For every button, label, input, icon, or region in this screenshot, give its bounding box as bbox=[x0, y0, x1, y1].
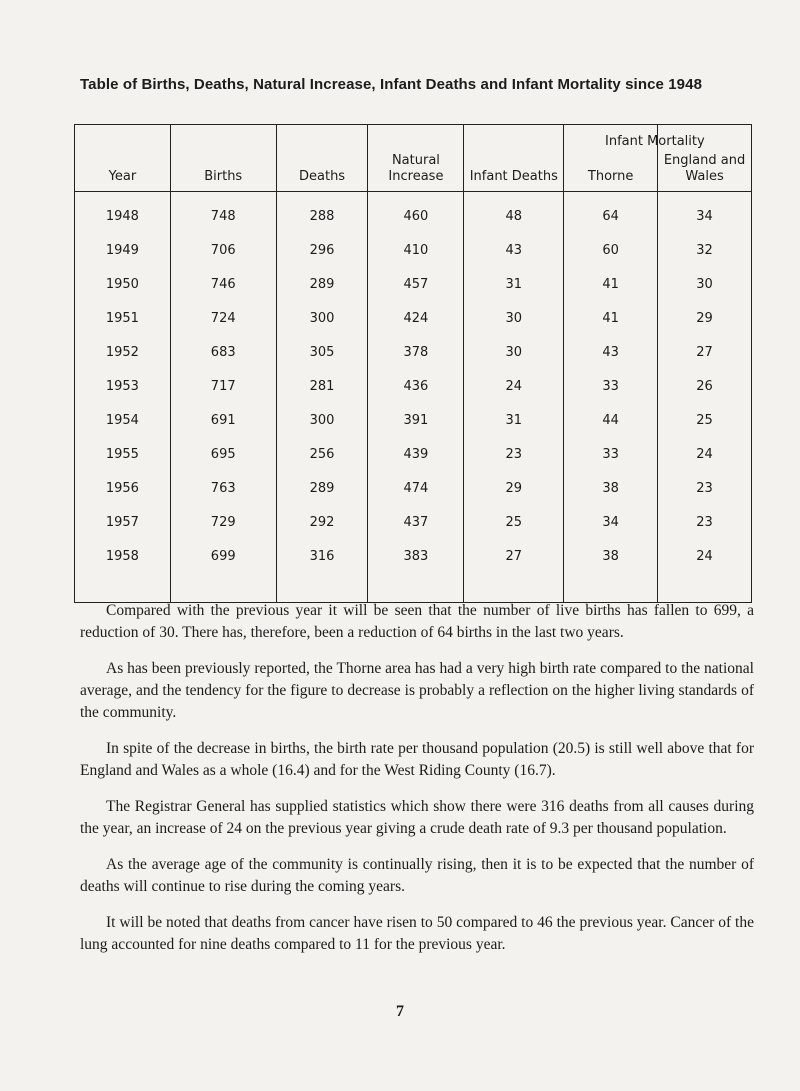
cell-births: 729 bbox=[170, 506, 276, 540]
cell-thorne: 43 bbox=[564, 336, 658, 370]
table-row bbox=[75, 302, 752, 336]
cell-england-wales: 25 bbox=[658, 404, 752, 438]
cell-year: 1951 bbox=[75, 302, 171, 336]
cell-births: 691 bbox=[170, 404, 276, 438]
col-header-infant-deaths: Infant Deaths bbox=[464, 125, 564, 192]
paragraph: It will be noted that deaths from cancer have risen to 50 compared to 46 the previous year. Cancer of the lung accounted for nine deaths compared to 11 for the previous year. bbox=[80, 914, 754, 953]
col-header-england-wales: England and Wales bbox=[658, 125, 752, 192]
cell-infant-deaths: 27 bbox=[464, 540, 564, 603]
cell-births: 724 bbox=[170, 302, 276, 336]
body-text bbox=[80, 600, 754, 970]
infant-mortality-group-header: Infant Mortality bbox=[605, 134, 705, 149]
paragraph: As the average age of the community is continually rising, then it is to be expected that the number of deaths will continue to rise during the coming years. bbox=[80, 856, 754, 895]
cell-year: 1957 bbox=[75, 506, 171, 540]
cell-births: 746 bbox=[170, 268, 276, 302]
table-row bbox=[75, 506, 752, 540]
cell-england-wales: 24 bbox=[658, 438, 752, 472]
table-row bbox=[75, 404, 752, 438]
page-title: Table of Births, Deaths, Natural Increase, Infant Deaths and Infant Mortality since 1948 bbox=[80, 76, 703, 93]
cell-year: 1948 bbox=[75, 192, 171, 235]
cell-deaths: 289 bbox=[276, 268, 368, 302]
cell-england-wales: 24 bbox=[658, 540, 752, 603]
cell-births: 706 bbox=[170, 234, 276, 268]
cell-thorne: 64 bbox=[564, 192, 658, 235]
paragraph: Compared with the previous year it will be seen that the number of live births has fallen to 699, a reduction of 30. There has, therefore, been a reduction of 64 births in the last two years. bbox=[80, 602, 754, 641]
cell-births: 717 bbox=[170, 370, 276, 404]
cell-natural-increase: 437 bbox=[368, 506, 464, 540]
cell-births: 763 bbox=[170, 472, 276, 506]
cell-infant-deaths: 31 bbox=[464, 404, 564, 438]
cell-thorne: 60 bbox=[564, 234, 658, 268]
cell-deaths: 316 bbox=[276, 540, 368, 603]
cell-deaths: 256 bbox=[276, 438, 368, 472]
cell-year: 1950 bbox=[75, 268, 171, 302]
cell-england-wales: 27 bbox=[658, 336, 752, 370]
cell-thorne: 38 bbox=[564, 472, 658, 506]
cell-thorne: 33 bbox=[564, 438, 658, 472]
cell-deaths: 300 bbox=[276, 302, 368, 336]
cell-infant-deaths: 31 bbox=[464, 268, 564, 302]
cell-infant-deaths: 43 bbox=[464, 234, 564, 268]
cell-births: 695 bbox=[170, 438, 276, 472]
cell-births: 683 bbox=[170, 336, 276, 370]
cell-infant-deaths: 30 bbox=[464, 302, 564, 336]
cell-year: 1953 bbox=[75, 370, 171, 404]
cell-thorne: 41 bbox=[564, 268, 658, 302]
table-row bbox=[75, 192, 752, 235]
paragraph: As has been previously reported, the Thorne area has had a very high birth rate compared to the national average, and the tendency for the figure to decrease is probably a reflection on the higher living standards of the community. bbox=[80, 660, 754, 721]
paragraph: In spite of the decrease in births, the birth rate per thousand population (20.5) is still well above that for England and Wales as a whole (16.4) and for the West Riding County (16.7). bbox=[80, 740, 754, 779]
table-header-row bbox=[75, 125, 752, 192]
cell-england-wales: 23 bbox=[658, 472, 752, 506]
paragraph: The Registrar General has supplied statistics which show there were 316 deaths from all causes during the year, an increase of 24 on the previous year giving a crude death rate of 9.3 per thousand population. bbox=[80, 798, 754, 837]
cell-england-wales: 26 bbox=[658, 370, 752, 404]
cell-year: 1955 bbox=[75, 438, 171, 472]
cell-natural-increase: 439 bbox=[368, 438, 464, 472]
cell-natural-increase: 460 bbox=[368, 192, 464, 235]
cell-year: 1952 bbox=[75, 336, 171, 370]
cell-deaths: 296 bbox=[276, 234, 368, 268]
cell-year: 1949 bbox=[75, 234, 171, 268]
cell-england-wales: 29 bbox=[658, 302, 752, 336]
statistics-table bbox=[74, 124, 752, 603]
col-header-natural-increase: Natural Increase bbox=[368, 125, 464, 192]
cell-england-wales: 23 bbox=[658, 506, 752, 540]
page-number: 7 bbox=[396, 1003, 404, 1020]
cell-deaths: 289 bbox=[276, 472, 368, 506]
cell-natural-increase: 383 bbox=[368, 540, 464, 603]
cell-england-wales: 32 bbox=[658, 234, 752, 268]
cell-deaths: 288 bbox=[276, 192, 368, 235]
col-header-year: Year bbox=[75, 125, 171, 192]
col-header-thorne: Thorne bbox=[564, 125, 658, 192]
cell-infant-deaths: 25 bbox=[464, 506, 564, 540]
cell-thorne: 34 bbox=[564, 506, 658, 540]
cell-infant-deaths: 24 bbox=[464, 370, 564, 404]
cell-deaths: 281 bbox=[276, 370, 368, 404]
table-row bbox=[75, 438, 752, 472]
table-row bbox=[75, 336, 752, 370]
table-body bbox=[75, 192, 752, 603]
cell-deaths: 292 bbox=[276, 506, 368, 540]
cell-natural-increase: 378 bbox=[368, 336, 464, 370]
cell-natural-increase: 457 bbox=[368, 268, 464, 302]
cell-thorne: 38 bbox=[564, 540, 658, 603]
cell-natural-increase: 391 bbox=[368, 404, 464, 438]
cell-thorne: 33 bbox=[564, 370, 658, 404]
cell-deaths: 300 bbox=[276, 404, 368, 438]
cell-year: 1956 bbox=[75, 472, 171, 506]
table-row bbox=[75, 268, 752, 302]
table-row bbox=[75, 370, 752, 404]
cell-natural-increase: 474 bbox=[368, 472, 464, 506]
cell-births: 748 bbox=[170, 192, 276, 235]
cell-england-wales: 34 bbox=[658, 192, 752, 235]
col-header-births: Births bbox=[170, 125, 276, 192]
cell-infant-deaths: 30 bbox=[464, 336, 564, 370]
cell-natural-increase: 436 bbox=[368, 370, 464, 404]
cell-thorne: 44 bbox=[564, 404, 658, 438]
cell-england-wales: 30 bbox=[658, 268, 752, 302]
table-row bbox=[75, 472, 752, 506]
cell-natural-increase: 424 bbox=[368, 302, 464, 336]
col-header-deaths: Deaths bbox=[276, 125, 368, 192]
cell-infant-deaths: 48 bbox=[464, 192, 564, 235]
cell-natural-increase: 410 bbox=[368, 234, 464, 268]
table-row bbox=[75, 540, 752, 603]
cell-thorne: 41 bbox=[564, 302, 658, 336]
cell-infant-deaths: 23 bbox=[464, 438, 564, 472]
cell-year: 1958 bbox=[75, 540, 171, 603]
cell-year: 1954 bbox=[75, 404, 171, 438]
cell-births: 699 bbox=[170, 540, 276, 603]
cell-deaths: 305 bbox=[276, 336, 368, 370]
cell-infant-deaths: 29 bbox=[464, 472, 564, 506]
table-row bbox=[75, 234, 752, 268]
